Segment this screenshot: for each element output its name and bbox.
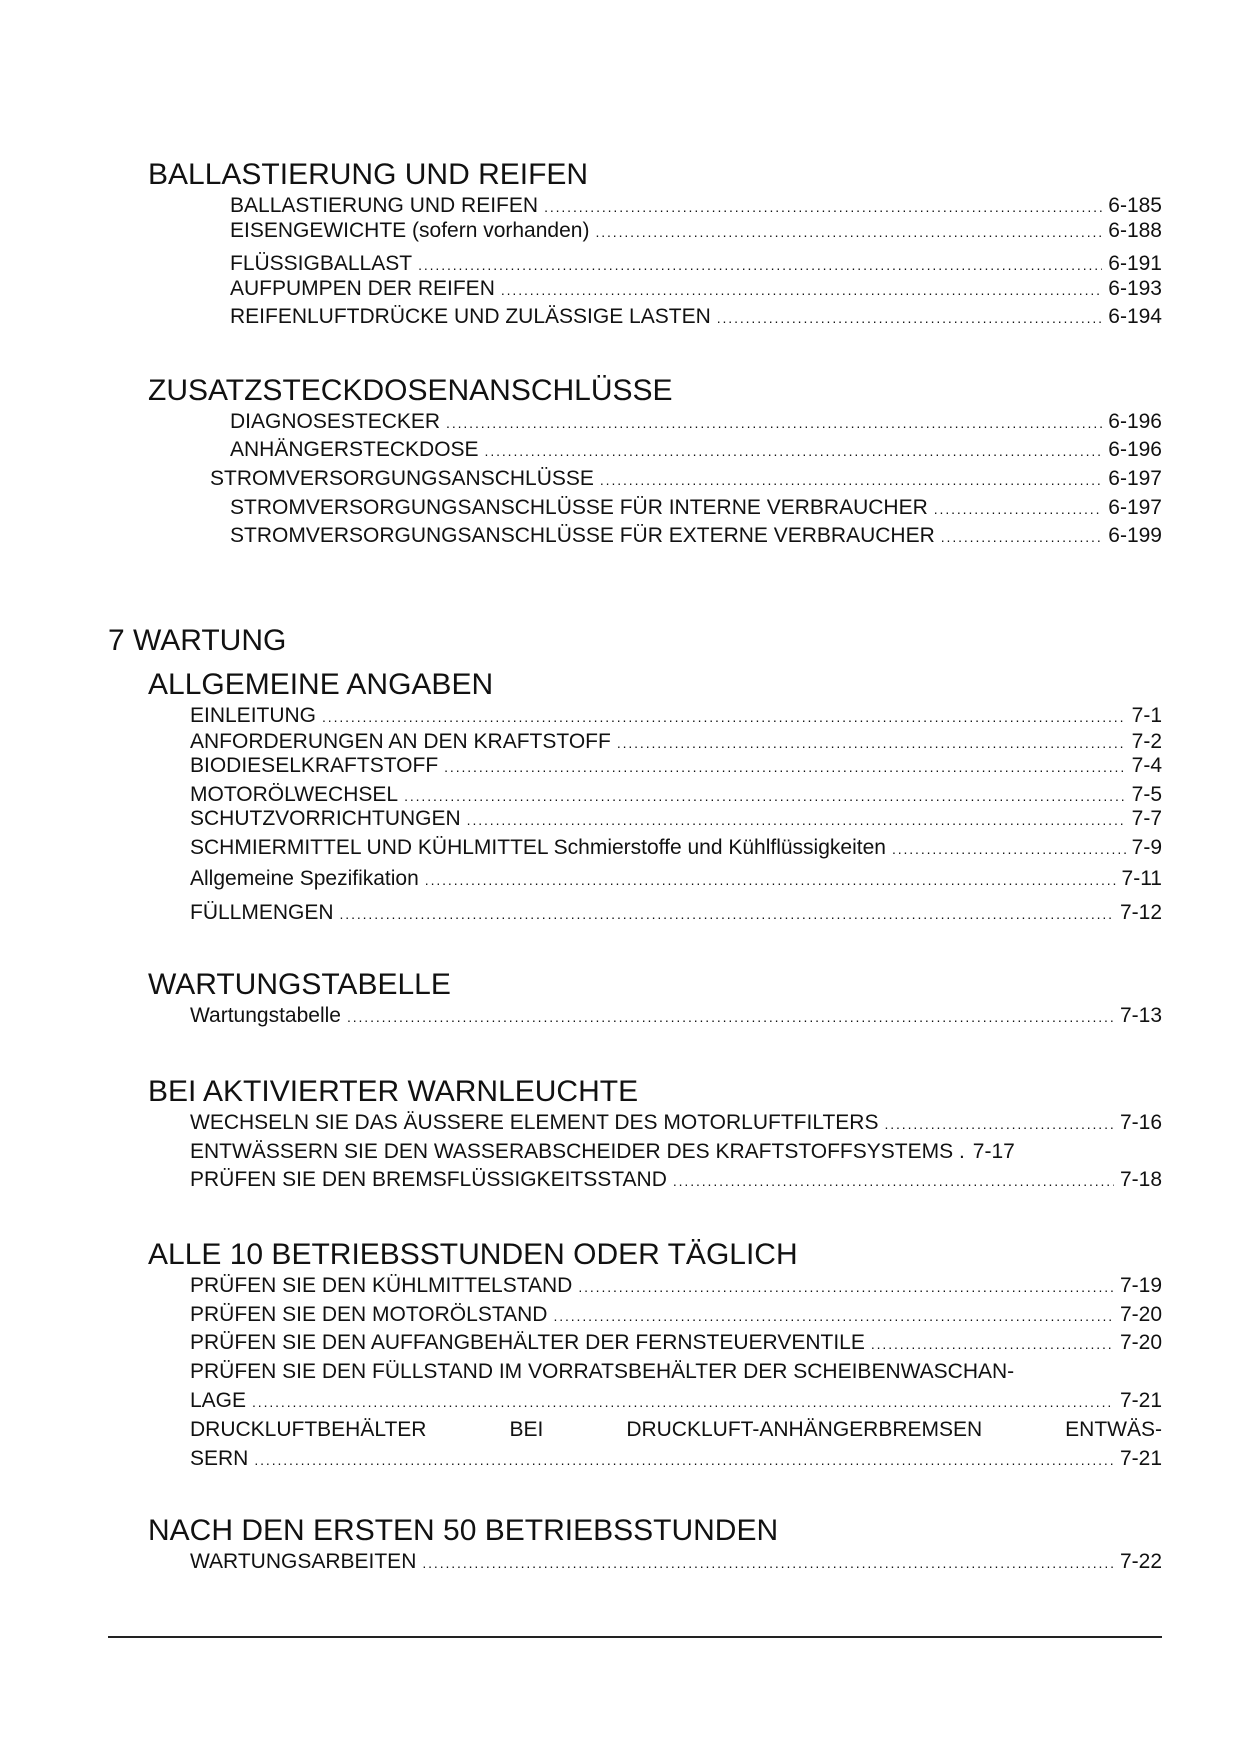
toc-entry-page: 7-18 bbox=[1119, 1168, 1162, 1191]
toc-entry-wrapped[interactable] bbox=[190, 1359, 1162, 1385]
toc-entry-page: 6-194 bbox=[1108, 305, 1162, 328]
toc-entry-page: 6-193 bbox=[1108, 277, 1162, 300]
toc-entry-continuation[interactable] bbox=[190, 1388, 1162, 1415]
toc-entry-label: REIFENLUFTDRÜCKE UND ZULÄSSIGE LASTEN bbox=[230, 305, 711, 328]
toc-word: DRUCKLUFTBEHÄLTER bbox=[190, 1418, 427, 1441]
toc-entry[interactable] bbox=[230, 409, 1162, 436]
dot-leader bbox=[446, 409, 1102, 436]
section-heading: WARTUNGSTABELLE bbox=[148, 968, 451, 1001]
toc-entry-label: STROMVERSORGUNGSANSCHLÜSSE FÜR EXTERNE VERBRAUCHER bbox=[230, 524, 935, 547]
section-heading: ZUSATZSTECKDOSENANSCHLÜSSE bbox=[148, 374, 673, 407]
toc-entry-label: STROMVERSORGUNGSANSCHLÜSSE FÜR INTERNE VERBRAUCHER bbox=[230, 496, 928, 519]
toc-entry-page: 7-12 bbox=[1119, 901, 1162, 924]
toc-entry-page: 6-185 bbox=[1108, 194, 1162, 217]
toc-entry[interactable] bbox=[190, 1003, 1162, 1030]
toc-entry[interactable] bbox=[190, 1302, 1162, 1329]
toc-entry[interactable] bbox=[190, 806, 1162, 833]
toc-entry-page: 6-191 bbox=[1108, 252, 1162, 275]
dot-leader bbox=[467, 806, 1126, 833]
toc-entry-justified[interactable] bbox=[190, 1417, 1162, 1443]
toc-entry-page: 6-199 bbox=[1108, 524, 1162, 547]
dot-leader bbox=[444, 753, 1125, 780]
toc-entry[interactable] bbox=[190, 1549, 1162, 1576]
toc-entry-label: EISENGEWICHTE (sofern vorhanden) bbox=[230, 219, 590, 242]
toc-entry[interactable] bbox=[190, 1167, 1162, 1194]
toc-entry-label: WARTUNGSARBEITEN bbox=[190, 1550, 417, 1573]
toc-entry-label: Allgemeine Spezifikation bbox=[190, 867, 419, 890]
dot-leader bbox=[617, 729, 1126, 756]
dot-leader bbox=[892, 835, 1126, 862]
toc-entry-page: 7-9 bbox=[1131, 836, 1162, 859]
section-heading: ALLE 10 BETRIEBSSTUNDEN ODER TÄGLICH bbox=[148, 1238, 798, 1271]
toc-entry-page: 7-20 bbox=[1119, 1303, 1162, 1326]
toc-entry-label: PRÜFEN SIE DEN FÜLLSTAND IM VORRATSBEHÄLTER DER SCHEIBENWASCHAN- bbox=[190, 1360, 1015, 1383]
dot-leader bbox=[578, 1273, 1114, 1300]
dot-leader bbox=[934, 495, 1103, 522]
toc-entry-label: FLÜSSIGBALLAST bbox=[230, 252, 413, 275]
dot-leader bbox=[501, 276, 1102, 303]
dot-leader bbox=[871, 1330, 1114, 1357]
section-heading: BALLASTIERUNG UND REIFEN bbox=[148, 158, 589, 191]
toc-entry-page: 7-21 bbox=[1119, 1447, 1162, 1470]
toc-entry[interactable] bbox=[230, 523, 1162, 550]
toc-entry-page: 7-2 bbox=[1131, 730, 1162, 753]
toc-entry[interactable] bbox=[190, 835, 1162, 862]
toc-entry-label: DIAGNOSESTECKER bbox=[230, 410, 441, 433]
toc-entry-label: EINLEITUNG bbox=[190, 704, 317, 727]
toc-entry-page: 7-20 bbox=[1119, 1331, 1162, 1354]
toc-entry-label: WECHSELN SIE DAS ÄUSSERE ELEMENT DES MOTORLUFTFILTERS bbox=[190, 1111, 879, 1134]
toc-entry[interactable] bbox=[190, 1273, 1162, 1300]
toc-word: BEI bbox=[509, 1418, 544, 1441]
dot-leader bbox=[252, 1388, 1114, 1415]
toc-entry-page: 7-11 bbox=[1121, 867, 1162, 890]
toc-entry[interactable] bbox=[190, 900, 1162, 927]
dot-leader bbox=[404, 782, 1126, 809]
dot-leader bbox=[418, 251, 1102, 278]
toc-entry-page: 7-16 bbox=[1119, 1111, 1162, 1134]
toc-entry-page: 7-22 bbox=[1119, 1550, 1162, 1573]
toc-entry[interactable] bbox=[190, 1139, 1162, 1165]
dot-leader bbox=[322, 703, 1126, 730]
toc-entry-page: 7-13 bbox=[1119, 1004, 1162, 1027]
toc-entry-page: 7-21 bbox=[1119, 1389, 1162, 1412]
dot-leader bbox=[485, 437, 1103, 464]
dot-leader bbox=[422, 1549, 1114, 1576]
toc-entry-label: PRÜFEN SIE DEN KÜHLMITTELSTAND bbox=[190, 1274, 573, 1297]
toc-entry-page: 7-17 bbox=[972, 1140, 1015, 1163]
toc-entry-page: 7-5 bbox=[1131, 783, 1162, 806]
toc-entry-label: ANHÄNGERSTECKDOSE bbox=[230, 438, 479, 461]
toc-entry-page: 7-1 bbox=[1131, 704, 1162, 727]
toc-entry-page: 6-196 bbox=[1108, 438, 1162, 461]
toc-word: ENTWÄS- bbox=[1065, 1418, 1162, 1441]
toc-entry[interactable] bbox=[190, 729, 1162, 756]
toc-entry-label: SCHUTZVORRICHTUNGEN bbox=[190, 807, 461, 830]
footer-rule bbox=[108, 1636, 1162, 1638]
toc-entry[interactable] bbox=[230, 437, 1162, 464]
toc-entry-page: 6-196 bbox=[1108, 410, 1162, 433]
dot-leader bbox=[544, 193, 1102, 220]
toc-word: DRUCKLUFT-ANHÄNGERBREMSEN bbox=[626, 1418, 983, 1441]
toc-entry[interactable] bbox=[230, 193, 1162, 220]
section-heading: BEI AKTIVIERTER WARNLEUCHTE bbox=[148, 1075, 639, 1108]
dot-leader bbox=[553, 1302, 1114, 1329]
toc-entry-label: BIODIESELKRAFTSTOFF bbox=[190, 754, 439, 777]
toc-entry-label: PRÜFEN SIE DEN MOTORÖLSTAND bbox=[190, 1303, 548, 1326]
toc-entry-label: PRÜFEN SIE DEN AUFFANGBEHÄLTER DER FERNSTEUERVENTILE bbox=[190, 1331, 865, 1354]
toc-entry-label: FÜLLMENGEN bbox=[190, 901, 334, 924]
toc-entry-label: AUFPUMPEN DER REIFEN bbox=[230, 277, 495, 300]
dot-leader bbox=[673, 1167, 1114, 1194]
toc-entry-label: ANFORDERUNGEN AN DEN KRAFTSTOFF bbox=[190, 730, 611, 753]
toc-entry[interactable] bbox=[230, 251, 1162, 278]
toc-entry[interactable] bbox=[230, 218, 1162, 245]
toc-entry[interactable] bbox=[190, 753, 1162, 780]
section-heading: ALLGEMEINE ANGABEN bbox=[148, 668, 494, 701]
chapter-heading: 7 WARTUNG bbox=[108, 624, 287, 657]
dot-leader bbox=[340, 900, 1114, 927]
toc-entry-label: MOTORÖLWECHSEL bbox=[190, 783, 399, 806]
dot-leader bbox=[347, 1003, 1114, 1030]
toc-entry-page: 7-7 bbox=[1131, 807, 1162, 830]
dot-leader bbox=[600, 466, 1102, 493]
dot-leader bbox=[884, 1110, 1114, 1137]
toc-entry-page: 7-4 bbox=[1131, 754, 1162, 777]
section-heading: NACH DEN ERSTEN 50 BETRIEBSSTUNDEN bbox=[148, 1514, 779, 1547]
dot-leader bbox=[941, 523, 1103, 550]
toc-entry[interactable] bbox=[190, 782, 1162, 809]
toc-entry[interactable] bbox=[190, 866, 1162, 893]
toc-entry-label: STROMVERSORGUNGSANSCHLÜSSE bbox=[210, 467, 594, 490]
toc-entry-label: Wartungstabelle bbox=[190, 1004, 341, 1027]
dot-leader bbox=[717, 304, 1103, 331]
toc-entry[interactable] bbox=[190, 703, 1162, 730]
toc-entry-label: BALLASTIERUNG UND REIFEN bbox=[230, 194, 539, 217]
toc-entry[interactable] bbox=[190, 1330, 1162, 1357]
toc-entry[interactable] bbox=[230, 495, 1162, 522]
toc-entry-page: 7-19 bbox=[1119, 1274, 1162, 1297]
toc-entry-continuation[interactable] bbox=[190, 1446, 1162, 1473]
toc-entry-page: 6-197 bbox=[1108, 496, 1162, 519]
toc-entry[interactable] bbox=[190, 1110, 1162, 1137]
dot-leader bbox=[595, 218, 1102, 245]
toc-entry-page: 6-188 bbox=[1108, 219, 1162, 242]
dot-leader bbox=[254, 1446, 1114, 1473]
dot-leader bbox=[425, 866, 1116, 893]
toc-entry-label: SCHMIERMITTEL UND KÜHLMITTEL Schmierstoffe und Kühlflüssigkeiten bbox=[190, 836, 886, 859]
toc-entry-label: LAGE bbox=[190, 1389, 247, 1412]
toc-entry-page: 6-197 bbox=[1108, 467, 1162, 490]
toc-entry-label: PRÜFEN SIE DEN BREMSFLÜSSIGKEITSSTAND bbox=[190, 1168, 667, 1191]
toc-entry[interactable] bbox=[230, 276, 1162, 303]
toc-entry[interactable] bbox=[210, 466, 1162, 493]
toc-entry-label: SERN bbox=[190, 1447, 249, 1470]
toc-entry-label: ENTWÄSSERN SIE DEN WASSERABSCHEIDER DES KRAFTSTOFFSYSTEMS . bbox=[190, 1140, 965, 1163]
toc-entry[interactable] bbox=[230, 304, 1162, 331]
